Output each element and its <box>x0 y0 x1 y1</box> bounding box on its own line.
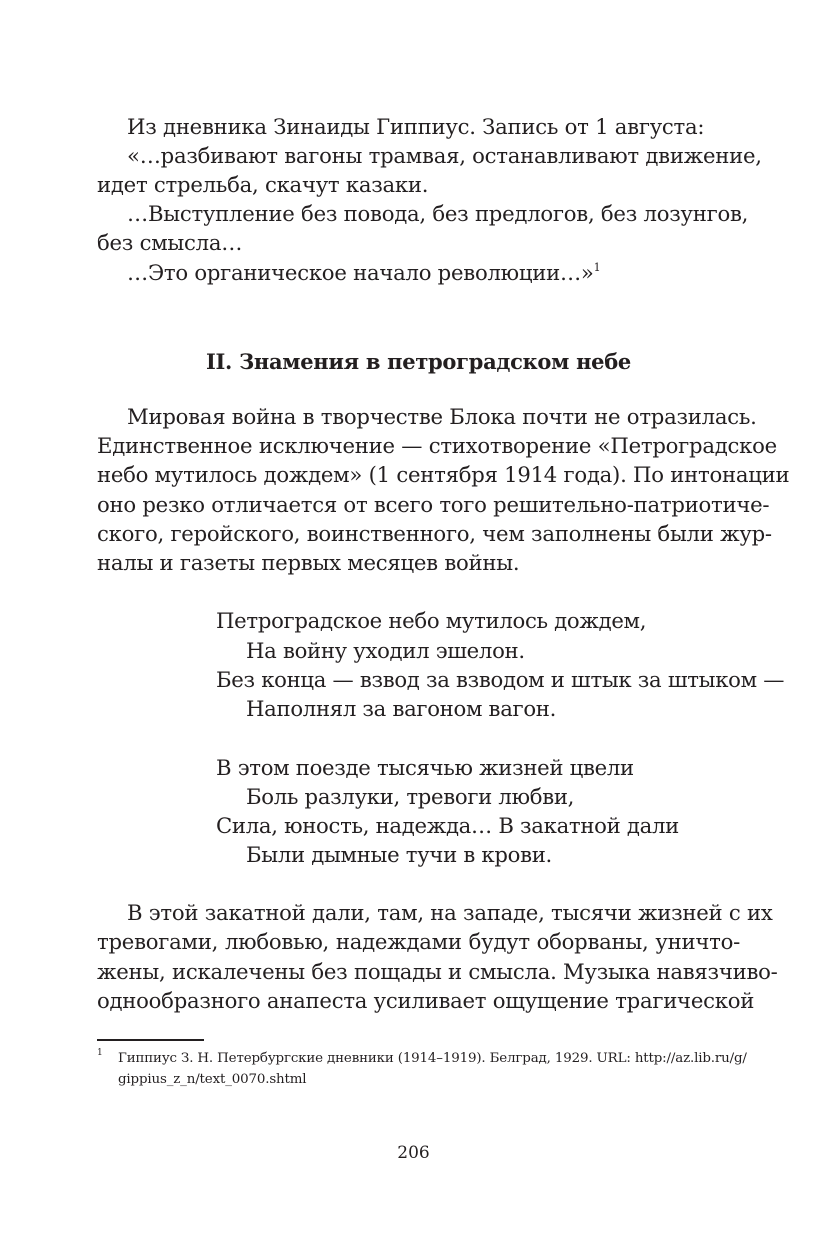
poem-line: На войну уходил эшелон. <box>246 638 525 663</box>
page-number: 206 <box>397 1143 430 1163</box>
section-heading: II. Знамения в петроградском небе <box>206 349 631 374</box>
paragraph-line: Единственное исключение — стихотворение «Петроградское <box>97 433 777 458</box>
footnote-text[interactable]: gippius_z_n/text_0070.shtml <box>118 1072 307 1087</box>
paragraph-line: оно резко отличается от всего того решительно-патриотиче- <box>97 492 770 517</box>
diary-line-text: …Это органическое начало революции…» <box>127 260 594 285</box>
paragraph-line: тревогами, любовью, надеждами будут оборваны, уничто- <box>97 929 740 954</box>
diary-line: «…разбивают вагоны трамвая, останавливают движение, <box>127 143 762 168</box>
diary-line: …Выступление без повода, без предлогов, без лозунгов, <box>127 201 749 226</box>
paragraph-line: однообразного анапеста усиливает ощущение трагической <box>97 988 755 1013</box>
poem-line: Были дымные тучи в крови. <box>246 842 552 867</box>
paragraph-line: ского, геройского, воинственного, чем заполнены были жур- <box>97 521 772 546</box>
poem-line: Сила, юность, надежда… В закатной дали <box>216 813 679 838</box>
paragraph-line: небо мутилось дождем» (1 сентября 1914 года). По интонации <box>97 462 790 487</box>
poem-line: Боль разлуки, тревоги любви, <box>246 784 575 809</box>
diary-line <box>127 258 600 287</box>
footnote-divider <box>97 1039 204 1041</box>
paragraph-line: Мировая война в творчестве Блока почти не отразилась. <box>127 404 757 429</box>
paragraph-line: налы и газеты первых месяцев войны. <box>97 550 520 575</box>
footnote-mark: 1 <box>97 1048 103 1058</box>
diary-line: Из дневника Зинаиды Гиппиус. Запись от 1 августа: <box>127 114 705 139</box>
poem-line: В этом поезде тысячью жизней цвели <box>216 755 634 780</box>
footnote-text[interactable]: Гиппиус З. Н. Петербургские дневники (1914–1919). Белград, 1929. URL: http://az.lib.ru/g/ <box>118 1051 747 1066</box>
poem-line: Наполнял за вагоном вагон. <box>246 696 557 721</box>
paragraph-line: жены, искалечены без пощады и смысла. Музыка навязчиво- <box>97 959 778 984</box>
diary-line: идет стрельба, скачут казаки. <box>97 172 429 197</box>
poem-line: Без конца — взвод за взводом и штык за штыком — <box>216 667 785 692</box>
paragraph-line: В этой закатной дали, там, на западе, тысячи жизней с их <box>127 900 773 925</box>
diary-line: без смысла… <box>97 230 243 255</box>
footnote-reference[interactable]: 1 <box>593 261 601 274</box>
poem-line: Петроградское небо мутилось дождем, <box>216 608 647 633</box>
